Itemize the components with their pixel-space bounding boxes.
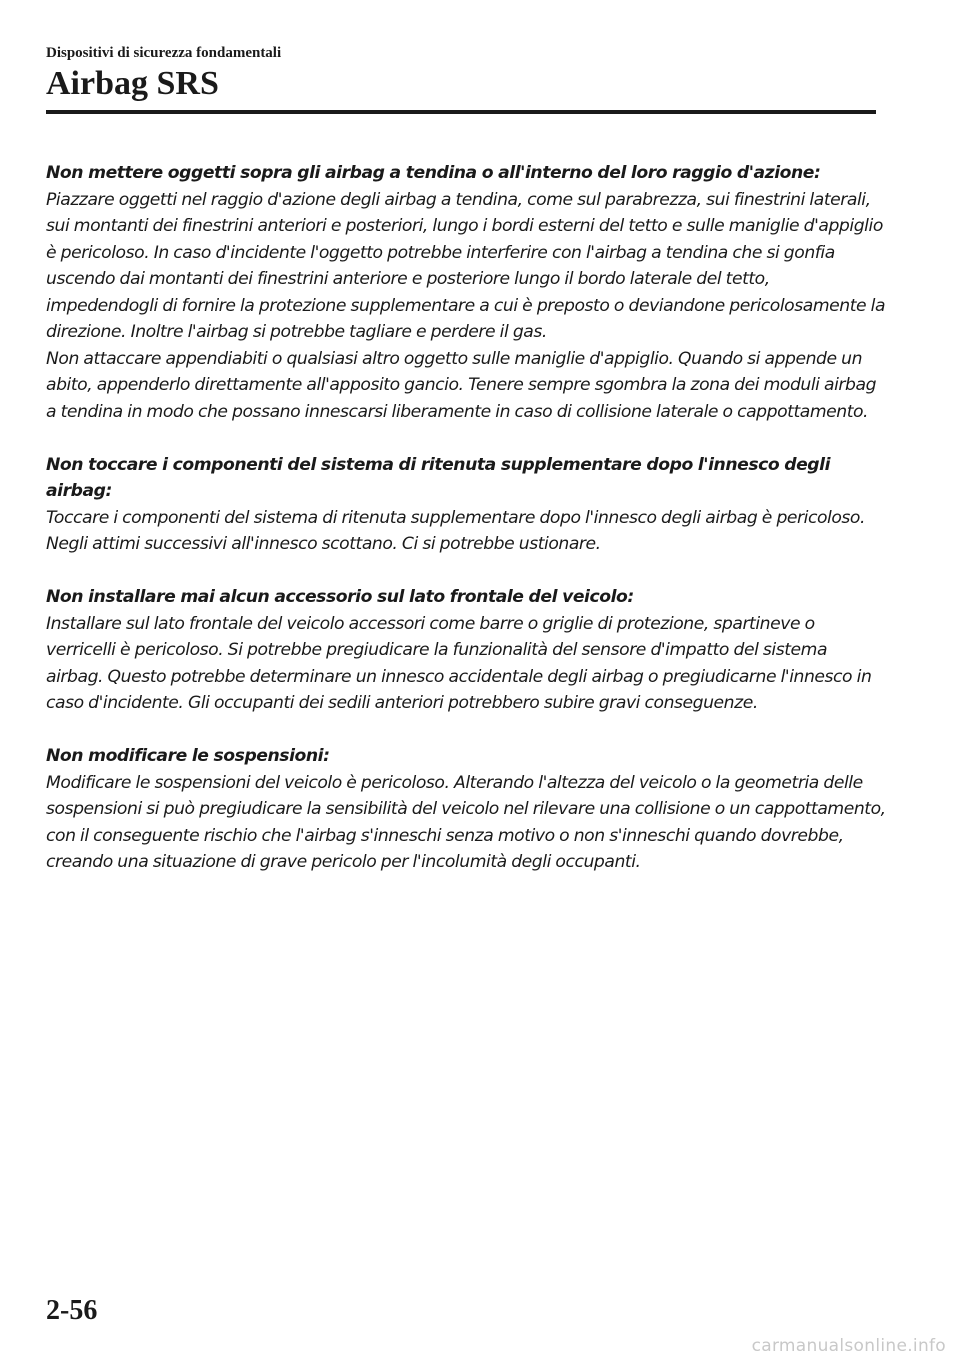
warning-paragraph: Modificare le sospensioni del veicolo è pericoloso. Alterando l'altezza del veicolo o la geometria delle sospensioni si può pregiudicare la sensibilità del veicolo nel rilevare una collisione o un cappottamento, con il conseguente rischio che l'airbag s'inneschi senza motivo o non s'inneschi quando dovrebbe, creando una situazione di grave pericolo per l'incolumità degli occupanti. — [46, 772, 886, 872]
warning-paragraph: Installare sul lato frontale del veicolo accessori come barre o griglie di protezione, spartineve o verricelli è pericoloso. Si potrebbe pregiudicare la funzionalità del sensore d'impatto del sistema airbag. Questo potrebbe determinare un innesco accidentale degli airbag o pregiudicarne l'innesco in caso d'incidente. Gli occupanti dei sedili anteriori potrebbero subire gravi conseguenze. — [46, 613, 872, 713]
warning-block-suspension — [46, 743, 886, 876]
warning-block-curtain-airbag — [46, 160, 886, 425]
warning-content — [46, 160, 886, 902]
warning-block-front-accessories — [46, 584, 886, 717]
chapter-title: Airbag SRS — [46, 65, 219, 102]
warning-heading: Non toccare i componenti del sistema di ritenuta supplementare dopo l'innesco degli airbag: — [46, 454, 831, 501]
warning-paragraph: Non attaccare appendiabiti o qualsiasi altro oggetto sulle maniglie d'appiglio. Quando si appende un abito, appenderlo direttamente all'apposito gancio. Tenere sempre sgombra la zona dei moduli airbag a tendina in modo che possano innescarsi liberamente in caso di collisione laterale o cappottamento. — [46, 348, 877, 422]
warning-block-srs-components — [46, 452, 886, 558]
warning-heading: Non installare mai alcun accessorio sul lato frontale del veicolo: — [46, 587, 634, 607]
page-number: 2-56 — [46, 1295, 98, 1326]
warning-paragraph: Piazzare oggetti nel raggio d'azione degli airbag a tendina, come sul parabrezza, sui finestrini laterali, sui montanti dei finestrini anteriori e posteriori, lungo i bordi esterni del tetto e sulle maniglie d'appiglio è pericoloso. In caso d'incidente l'oggetto potrebbe interferire con l'airbag a tendina che si gonfia uscendo dai montanti dei finestrini anteriore e posteriore lungo il bordo laterale del tetto, impedendogli di fornire la protezione supplementare a cui è preposto o deviandone pericolosamente la direzione. Inoltre l'airbag si potrebbe tagliare e perdere il gas. — [46, 189, 886, 342]
warning-heading: Non mettere oggetti sopra gli airbag a tendina o all'interno del loro raggio d'azione: — [46, 163, 821, 183]
warning-paragraph: Toccare i componenti del sistema di ritenuta supplementare dopo l'innesco degli airbag è pericoloso. Negli attimi successivi all'innesco scottano. Ci si potrebbe ustionare. — [46, 507, 866, 554]
section-label: Dispositivi di sicurezza fondamentali — [46, 45, 282, 61]
page-header — [46, 44, 876, 114]
warning-heading: Non modificare le sospensioni: — [46, 746, 330, 766]
header-divider — [46, 110, 876, 114]
watermark: carmanualsonline.info — [751, 1336, 946, 1356]
